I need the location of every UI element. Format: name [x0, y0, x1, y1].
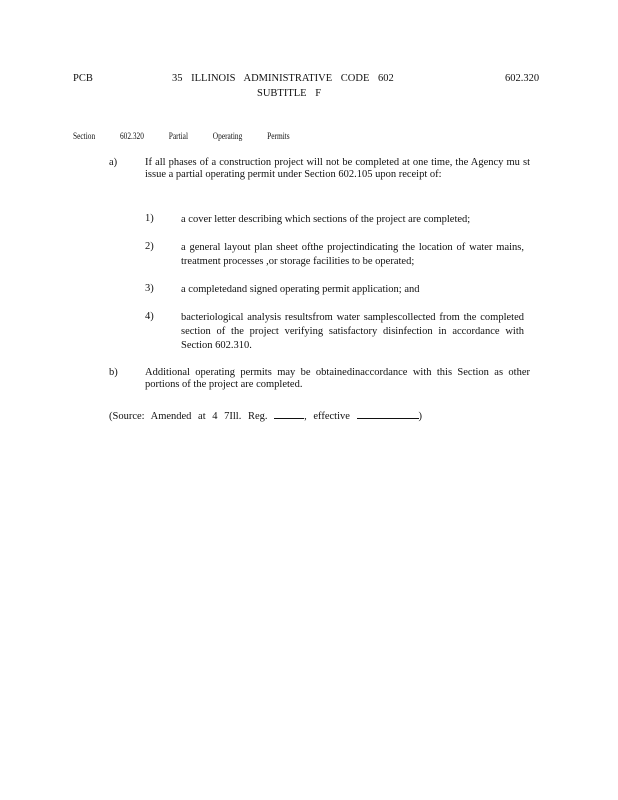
header-section-number: 602.320 [505, 73, 540, 84]
item-3-label: 3) [145, 283, 154, 294]
header-left: PCB [73, 73, 93, 84]
source-prefix: (Source: Amended at 4 7Ill. Reg. [109, 411, 268, 422]
paragraph-b-text: Additional operating permits may be obtainedinaccordance with this Section as other portions of the project are completed. [145, 367, 530, 390]
header-title: 35 ILLINOIS ADMINISTRATIVE CODE 602 [172, 73, 394, 84]
header-subtitle: SUBTITLE F [257, 88, 322, 99]
item-4-text: bacteriological analysis resultsfrom water samplescollected from the completed section of the project verifying satisfactory disinfection in accordance with Section 602.310. [181, 312, 524, 351]
source-note [109, 408, 422, 423]
item-1-text: a cover letter describing which sections of the project are completed; [181, 214, 471, 225]
item-2-text: a general layout plan sheet ofthe projectindicating the location of water mains, treatment processes ,or storage facilities to be operated; [181, 242, 524, 267]
section-heading: Section 602.320 Partial Operating Permits [73, 131, 290, 141]
paragraph-a-label: a) [109, 157, 118, 168]
item-3-text: a completedand signed operating permit application; and [181, 284, 420, 295]
item-2-label: 2) [145, 241, 154, 252]
paragraph-a-text: If all phases of a construction project will not be completed at one time, the Agency mu st issue a partial operating permit under Section 602.105 upon receipt of: [145, 157, 530, 180]
source-suffix: ) [418, 411, 423, 422]
register-page-blank [274, 408, 304, 419]
paragraph-b-label: b) [109, 367, 118, 378]
source-middle: , effective [304, 411, 350, 422]
effective-date-blank [357, 408, 419, 419]
item-4-label: 4) [145, 311, 154, 322]
item-1-label: 1) [145, 213, 154, 224]
